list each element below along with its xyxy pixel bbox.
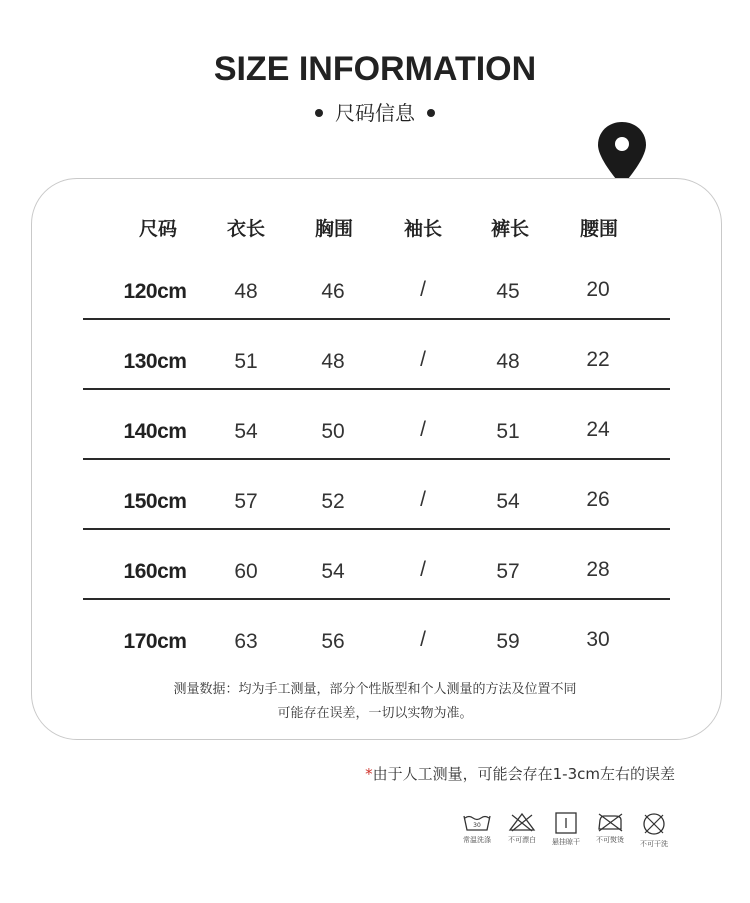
header-pants-length: 裤长 (490, 218, 530, 240)
length-cell: 60 (234, 560, 258, 583)
pants-length-cell: 51 (496, 420, 520, 443)
size-cell: 120cm (123, 280, 187, 303)
error-note-text: 由于人工测量，可能会存在1-3cm左右的误差 (372, 765, 675, 783)
subtitle-text: 尺码信息 (335, 101, 415, 125)
chest-cell: 46 (321, 280, 345, 303)
size-cell: 170cm (123, 630, 187, 653)
table-row (0, 420, 750, 460)
sleeve-cell: / (420, 628, 426, 651)
chest-cell: 54 (321, 560, 345, 583)
chest-cell: 52 (321, 490, 345, 513)
row-divider (83, 458, 670, 460)
table-row (0, 560, 750, 600)
length-cell: 51 (234, 350, 258, 373)
error-note (365, 763, 675, 784)
svg-text:30: 30 (473, 822, 481, 829)
size-cell: 160cm (123, 560, 187, 583)
table-row (0, 490, 750, 530)
length-cell: 48 (234, 280, 258, 303)
pants-length-cell: 54 (496, 490, 520, 513)
waist-cell: 26 (586, 488, 610, 511)
chest-cell: 48 (321, 350, 345, 373)
care-item (452, 812, 502, 845)
row-divider (83, 388, 670, 390)
header-chest: 胸围 (314, 218, 354, 240)
chest-cell: 56 (321, 630, 345, 653)
bullet-dot-left (315, 109, 323, 117)
header-length: 衣长 (226, 218, 266, 240)
table-row (0, 350, 750, 390)
size-cell: 150cm (123, 490, 187, 513)
sleeve-cell: / (420, 278, 426, 301)
no-dry-clean-icon (639, 812, 669, 836)
length-cell: 63 (234, 630, 258, 653)
sleeve-cell: / (420, 348, 426, 371)
length-cell: 54 (234, 420, 258, 443)
care-label: 悬挂晾干 (552, 838, 580, 846)
hang-dry-icon (551, 812, 581, 834)
header-waist: 腰围 (579, 218, 619, 240)
waist-cell: 28 (586, 558, 610, 581)
care-label: 不可漂白 (508, 836, 536, 844)
chest-cell: 50 (321, 420, 345, 443)
sleeve-cell: / (420, 488, 426, 511)
waist-cell: 30 (586, 628, 610, 651)
wash-30-icon (462, 812, 492, 832)
size-cell: 130cm (123, 350, 187, 373)
pants-length-cell: 45 (496, 280, 520, 303)
row-divider (83, 528, 670, 530)
measure-note-line1: 测量数据：均为手工测量，部分个性版型和个人测量的方法及位置不同 (173, 682, 577, 697)
row-divider (83, 318, 670, 320)
sleeve-cell: / (420, 418, 426, 441)
bullet-dot-right (427, 109, 435, 117)
table-row (0, 630, 750, 670)
measure-note-line2: 可能存在误差，一切以实物为准。 (277, 706, 473, 721)
asterisk: * (365, 765, 373, 783)
care-item (629, 812, 679, 849)
table-row (0, 280, 750, 320)
care-label: 不可熨烫 (596, 836, 624, 844)
waist-cell: 22 (586, 348, 610, 371)
care-item (497, 812, 547, 845)
waist-cell: 24 (586, 418, 610, 441)
no-bleach-icon (507, 812, 537, 832)
waist-cell: 20 (586, 278, 610, 301)
care-item (541, 812, 591, 847)
care-label: 不可干洗 (640, 840, 668, 848)
header-size: 尺码 (138, 218, 178, 240)
size-cell: 140cm (123, 420, 187, 443)
care-item (585, 812, 635, 845)
length-cell: 57 (234, 490, 258, 513)
care-label: 常温洗涤 (463, 836, 491, 844)
header-sleeve: 袖长 (403, 218, 443, 240)
sleeve-cell: / (420, 558, 426, 581)
table-header (0, 214, 750, 242)
pants-length-cell: 48 (496, 350, 520, 373)
page-title: SIZE INFORMATION (213, 50, 537, 88)
row-divider (83, 598, 670, 600)
pants-length-cell: 59 (496, 630, 520, 653)
no-iron-icon (595, 812, 625, 832)
pants-length-cell: 57 (496, 560, 520, 583)
